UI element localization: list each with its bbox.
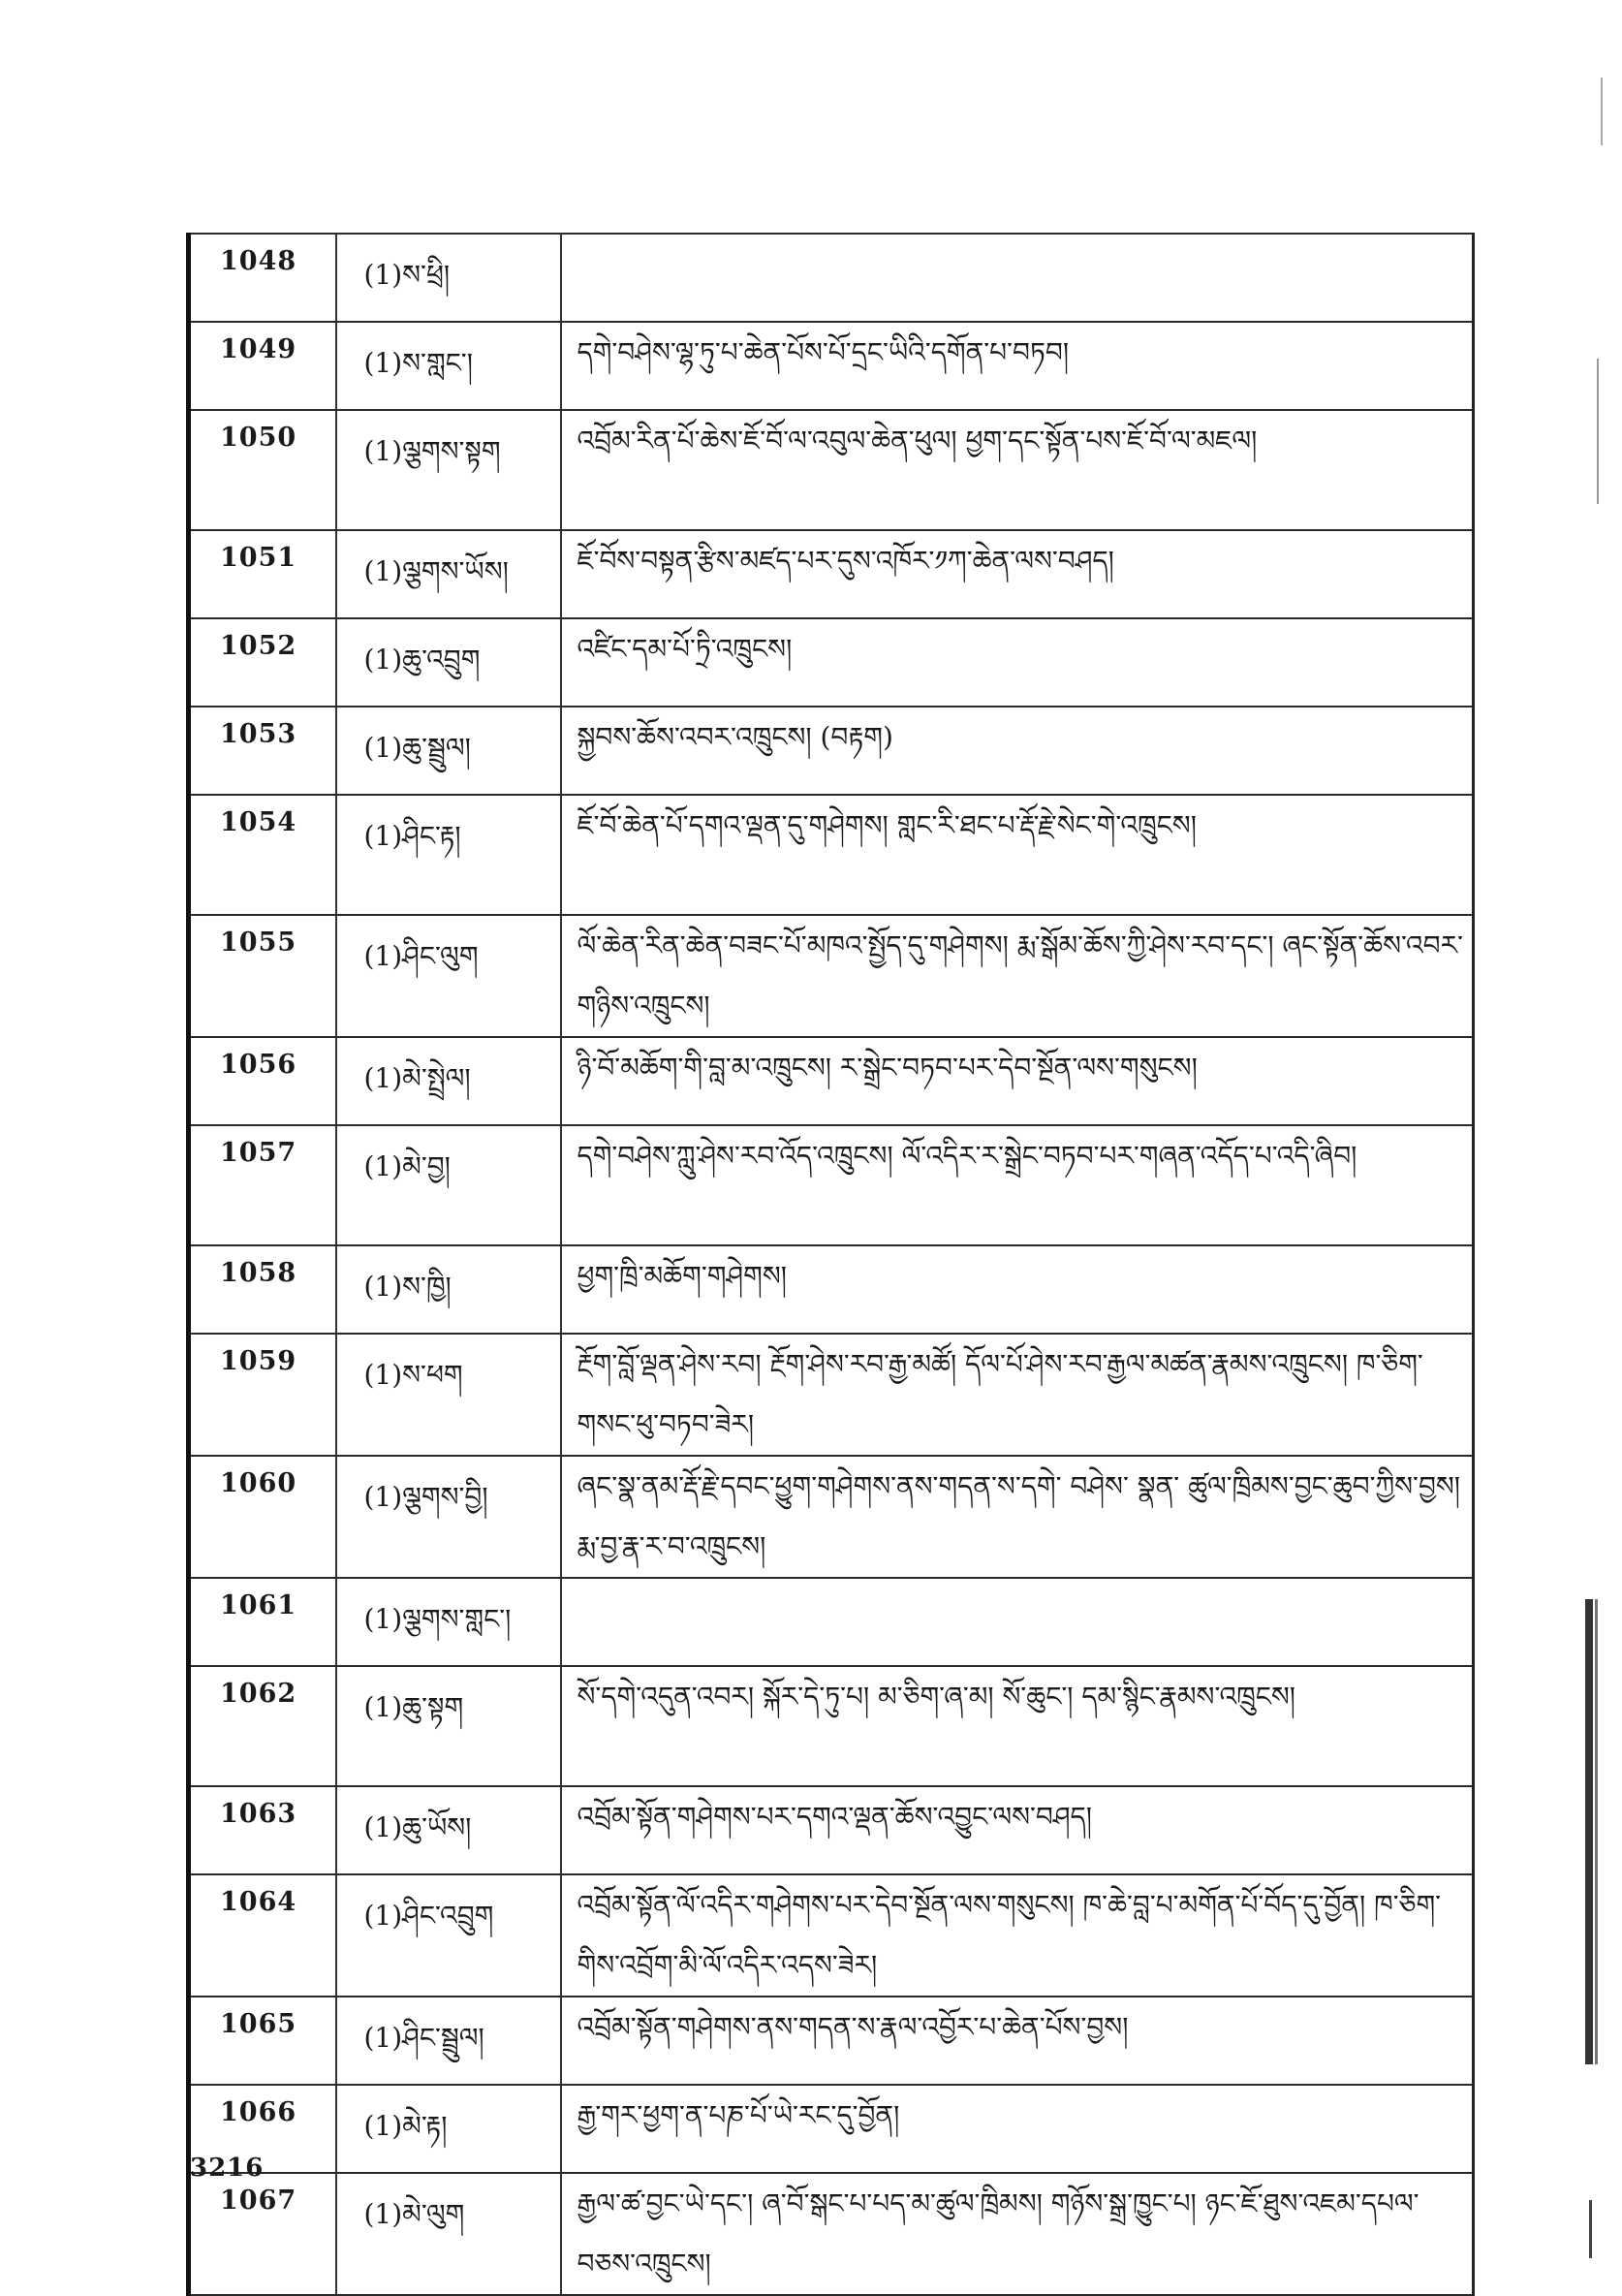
year-number: 1059 [189, 1334, 336, 1456]
scan-edge-mark [1601, 78, 1603, 145]
event-text: སྐྱབས་ཆོས་འབར་འཁྲུངས། (བརྟག) [561, 707, 1474, 795]
year-number: 1065 [189, 1997, 336, 2085]
page-number: 3216 [190, 2154, 265, 2183]
event-text: འབྲོམ་སྟོན་གཤེགས་ནས་གདན་ས་རྣལ་འབྱོར་པ་ཆེན་པོས་བྱས། [561, 1997, 1474, 2085]
year-element: (1)མེ་བྱ། [336, 1125, 561, 1245]
event-text [561, 1578, 1474, 1666]
table-row [189, 1125, 1474, 1245]
table-row [189, 1037, 1474, 1125]
event-text: ཕྱག་ཁྲི་མཆོག་གཤེགས། [561, 1245, 1474, 1334]
event-text: འབྲོམ་སྟོན་གཤེགས་པར་དགའ་ལྡན་ཆོས་འབྱུང་ལས་བཤད། [561, 1786, 1474, 1874]
year-number: 1058 [189, 1245, 336, 1334]
event-text: འབྲོམ་རིན་པོ་ཆེས་ཇོ་བོ་ལ་འབུལ་ཆེན་ཕུལ། ཕྱག་དང་སྟོན་པས་ཇོ་བོ་ལ་མཇལ། [561, 410, 1474, 530]
year-number: 1067 [189, 2173, 336, 2295]
event-text: ཇོ་བོ་ཆེན་པོ་དགའ་ལྡན་དུ་གཤེགས། གླང་རི་ཐང་པ་རྡོ་རྗེ་སེང་གེ་འཁྲུངས། [561, 795, 1474, 915]
table-row [189, 915, 1474, 1037]
event-text [561, 234, 1474, 322]
table-row [189, 2085, 1474, 2173]
table-row [189, 1874, 1474, 1997]
year-element: (1)ས་ཕྲི། [336, 234, 561, 322]
table-row [189, 795, 1474, 915]
year-number: 1052 [189, 618, 336, 707]
year-number: 1057 [189, 1125, 336, 1245]
year-element: (1)ས་ཕག [336, 1334, 561, 1456]
event-text: ཇོ་བོས་བསྟན་རྩིས་མཛད་པར་དུས་འཁོར་༡ཀ་ཆེན་ལས་བཤད། [561, 530, 1474, 618]
year-number: 1064 [189, 1874, 336, 1997]
event-text: རྒྱ་གར་ཕྱག་ན་པཎ་པོ་ཡེ་རང་དུ་བྱོན། [561, 2085, 1474, 2173]
table-row [189, 410, 1474, 530]
event-text: ཉི་བོ་མཆོག་གི་བླ་མ་འཁྲུངས། ར་སྒྲེང་བཏབ་པར་དེབ་སྔོན་ལས་གསུངས། [561, 1037, 1474, 1125]
year-element: (1)ལྕགས་གླང་། [336, 1578, 561, 1666]
year-element: (1)མེ་སྤྲེལ། [336, 1037, 561, 1125]
scan-edge-mark [1585, 1599, 1593, 2064]
table-row [189, 1997, 1474, 2085]
event-text: ལོ་ཆེན་རིན་ཆེན་བཟང་པོ་མཁའ་སྤྱོད་དུ་གཤེགས། རྨ་སྒོམ་ཆོས་ཀྱི་ཤེས་རབ་དང་། ཞང་སྟོན་ཆོས་འབར་གཉིས་འཁྲུངས། [561, 915, 1474, 1037]
year-element: (1)ལྕགས་ཡོས། [336, 530, 561, 618]
year-element: (1)ལྕགས་སྟག [336, 410, 561, 530]
year-number: 1061 [189, 1578, 336, 1666]
year-element: (1)མེ་ལུག [336, 2173, 561, 2295]
year-number: 1062 [189, 1666, 336, 1786]
year-number: 1063 [189, 1786, 336, 1874]
year-number: 1048 [189, 234, 336, 322]
year-number: 1053 [189, 707, 336, 795]
year-element: (1)ཆུ་འབྲུག [336, 618, 561, 707]
year-number: 1051 [189, 530, 336, 618]
table-row [189, 1578, 1474, 1666]
year-element: (1)ཤིང་འབྲུག [336, 1874, 561, 1997]
event-text: རྔོག་བློ་ལྡན་ཤེས་རབ། རྔོག་ཤེས་རབ་རྒྱ་མཚོ། དོལ་པོ་ཤེས་རབ་རྒྱལ་མཚན་རྣམས་འཁྲུངས། ཁ་ཅིག་གསང་ཕུ་བཏབ་ཟེར། [561, 1334, 1474, 1456]
year-element: (1)ཤིང་རྟ། [336, 795, 561, 915]
table-row [189, 530, 1474, 618]
table-row [189, 1786, 1474, 1874]
table-row [189, 1456, 1474, 1578]
year-number: 1050 [189, 410, 336, 530]
event-text: འཛིང་དམ་པོ་ཏྲི་འཁྲུངས། [561, 618, 1474, 707]
table-row [189, 707, 1474, 795]
table-row [189, 618, 1474, 707]
year-number: 1049 [189, 322, 336, 410]
year-element: (1)ཆུ་ཡོས། [336, 1786, 561, 1874]
event-text: དགེ་བཤེས་ལྷ་ཏུ་པ་ཆེན་པོས་པོ་དྲང་ཡིའི་དགོན་པ་བཏབ། [561, 322, 1474, 410]
year-number: 1066 [189, 2085, 336, 2173]
year-number: 1055 [189, 915, 336, 1037]
year-element: (1)ཆུ་སྟག [336, 1666, 561, 1786]
table-row [189, 234, 1474, 322]
table-row [189, 1334, 1474, 1456]
table-row [189, 322, 1474, 410]
event-text: འབྲོམ་སྟོན་ལོ་འདིར་གཤེགས་པར་དེབ་སྔོན་ལས་གསུངས། ཁ་ཆེ་བླ་པ་མགོན་པོ་བོད་དུ་བྱོན། ཁ་ཅིག་གིས་འབྲོག་མི་ལོ་འདིར་འདས་ཟེར། [561, 1874, 1474, 1997]
year-element: (1)ཤིང་ལུག [336, 915, 561, 1037]
year-number: 1060 [189, 1456, 336, 1578]
scan-edge-mark [1597, 359, 1599, 504]
event-text: དགེ་བཤེས་ཀླུ་ཤེས་རབ་འོད་འཁྲུངས། ལོ་འདིར་ར་སྒྲེང་བཏབ་པར་གཞན་འདོད་པ་འདི་ཞིབ། [561, 1125, 1474, 1245]
year-element: (1)མེ་རྟ། [336, 2085, 561, 2173]
year-number: 1054 [189, 795, 336, 915]
year-element: (1)ས་ཁྱི། [336, 1245, 561, 1334]
year-number: 1056 [189, 1037, 336, 1125]
table-row [189, 1666, 1474, 1786]
year-element: (1)ས་གླང་། [336, 322, 561, 410]
year-element: (1)ལྕགས་བྱི། [336, 1456, 561, 1578]
event-text: སོ་དགེ་འདུན་འབར། སྐོར་དེ་ཏུ་པ། མ་ཅིག་ཞ་མ། སོ་ཆུང་། དམ་སྙིང་རྣམས་འཁྲུངས། [561, 1666, 1474, 1786]
scan-edge-mark [1589, 2200, 1592, 2258]
event-text: རྒྱལ་ཚ་བྱང་ཡེ་དང་། ཞ་བོ་སྒང་པ་པད་མ་ཚུལ་ཁྲིམས། གཉོས་སྒྲ་ཁྱུང་པ། ཉང་ཇོ་ཐུས་འཇམ་དཔལ་བཅས་འཁྲུངས། [561, 2173, 1474, 2295]
table-row [189, 1245, 1474, 1334]
event-text: ཞང་སྣ་ནམ་རྡོ་རྗེ་དབང་ཕྱུག་གཤེགས་ནས་གདན་ས་དགེ་ བཤེས་ སྣན་ ཚུལ་ཁྲིམས་བྱང་ཆུབ་ཀྱིས་བྱས། རྨ་བྱ་རྣ་ར་བ་འཁྲུངས། [561, 1456, 1474, 1578]
year-element: (1)ཤིང་སྦྲུལ། [336, 1997, 561, 2085]
chronology-table [186, 233, 1475, 2296]
scan-edge-mark [1595, 1599, 1598, 2064]
table-row [189, 2173, 1474, 2295]
year-element: (1)ཆུ་སྦྲུལ། [336, 707, 561, 795]
